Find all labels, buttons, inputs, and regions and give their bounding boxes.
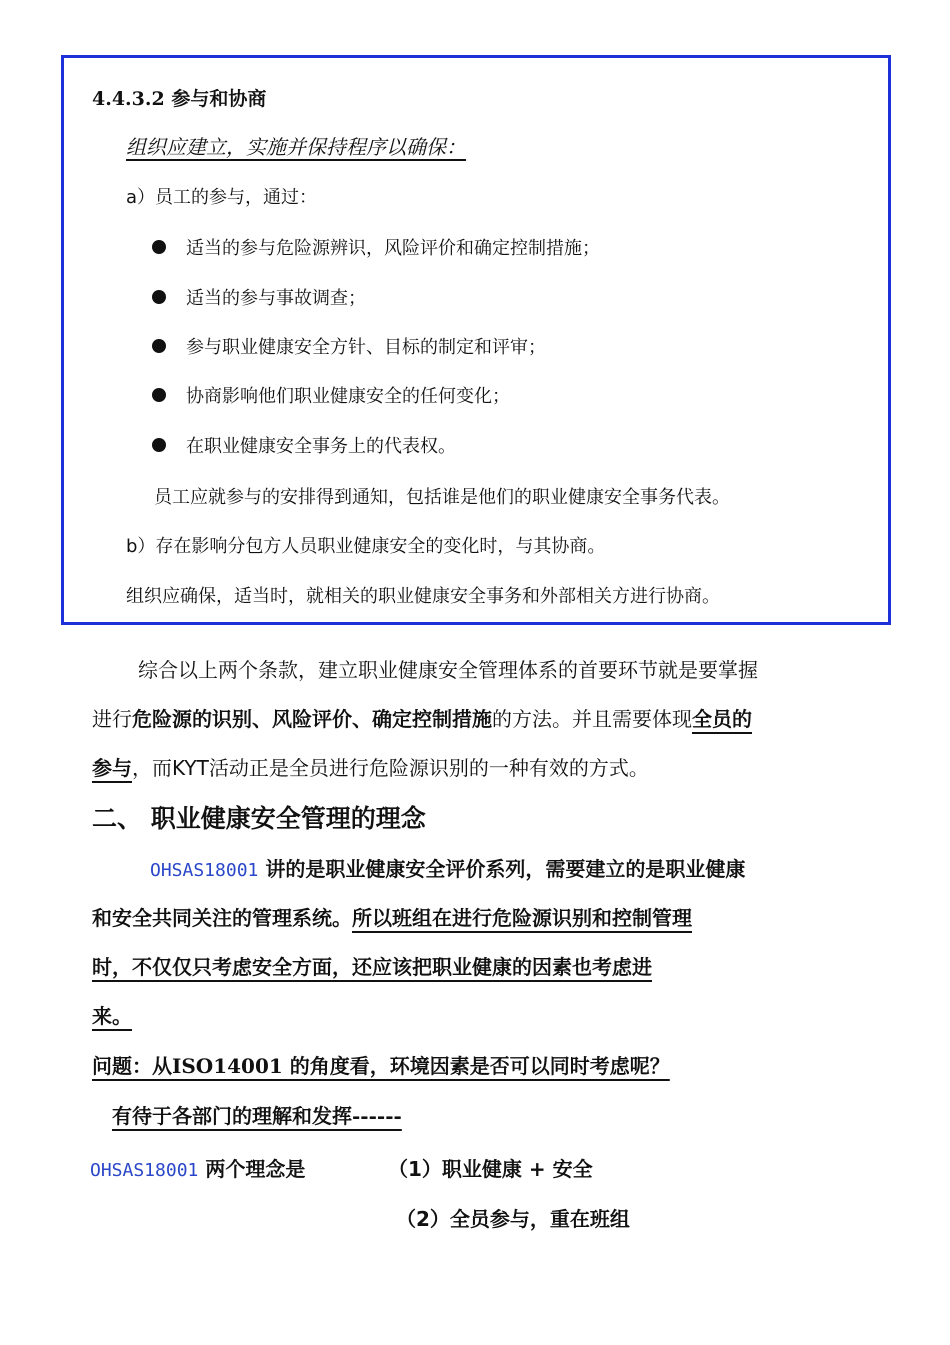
- bullet-icon: [152, 240, 166, 254]
- question-text: 问题：从ISO14001 的角度看，环境因素是否可以同时考虑呢？: [92, 1054, 670, 1078]
- section2-line3: 时，不仅仅只考虑安全方面，还应该把职业健康的因素也考虑进: [92, 955, 652, 979]
- bullet-icon: [152, 388, 166, 402]
- clause-title: 4.4.3.2 参与和协商: [92, 88, 267, 110]
- closing-text: 组织应确保，适当时，就相关的职业健康安全事务和外部相关方进行协商。: [126, 586, 720, 607]
- clause-box: [61, 55, 891, 625]
- bullet-icon: [152, 339, 166, 353]
- para1-line2: 进行危险源的识别、风险评价、确定控制措施的方法。并且需要体现全员的: [92, 707, 752, 731]
- concept-2: （2）全员参与，重在班组: [396, 1207, 630, 1231]
- item-a: a）员工的参与，通过：: [126, 187, 318, 208]
- concept-line: OHSAS18001 两个理念是: [90, 1157, 306, 1181]
- section2-heading: 二、 职业健康安全管理的理念: [92, 804, 426, 833]
- section2-line4: 来。: [92, 1004, 132, 1028]
- pending-text: 有待于各部门的理解和发挥------: [112, 1104, 402, 1128]
- clause-intro: 组织应建立，实施并保持程序以确保：: [126, 135, 466, 159]
- bullet-item: 协商影响他们职业健康安全的任何变化；: [152, 382, 510, 408]
- bullet-icon: [152, 438, 166, 452]
- concept-1: （1）职业健康 + 安全: [388, 1157, 593, 1181]
- bullet-item: 参与职业健康安全方针、目标的制定和评审；: [152, 333, 546, 359]
- bullet-item: 适当的参与危险源辨识，风险评价和确定控制措施；: [152, 234, 600, 260]
- bullet-icon: [152, 290, 166, 304]
- item-b: b）存在影响分包方人员职业健康安全的变化时，与其协商。: [126, 536, 606, 557]
- bullet-item: 适当的参与事故调查；: [152, 284, 366, 310]
- bullet-item: 在职业健康安全事务上的代表权。: [152, 432, 456, 458]
- notify-text: 员工应就参与的安排得到通知，包括谁是他们的职业健康安全事务代表。: [154, 487, 730, 508]
- para1-line3: 参与，而KYT活动正是全员进行危险源识别的一种有效的方式。: [92, 756, 649, 780]
- para1-line1: 综合以上两个条款，建立职业健康安全管理体系的首要环节就是要掌握: [138, 658, 758, 682]
- section2-line2: 和安全共同关注的管理系统。所以班组在进行危险源识别和控制管理: [92, 906, 692, 930]
- section2-line1: OHSAS18001 讲的是职业健康安全评价系列，需要建立的是职业健康: [150, 857, 746, 881]
